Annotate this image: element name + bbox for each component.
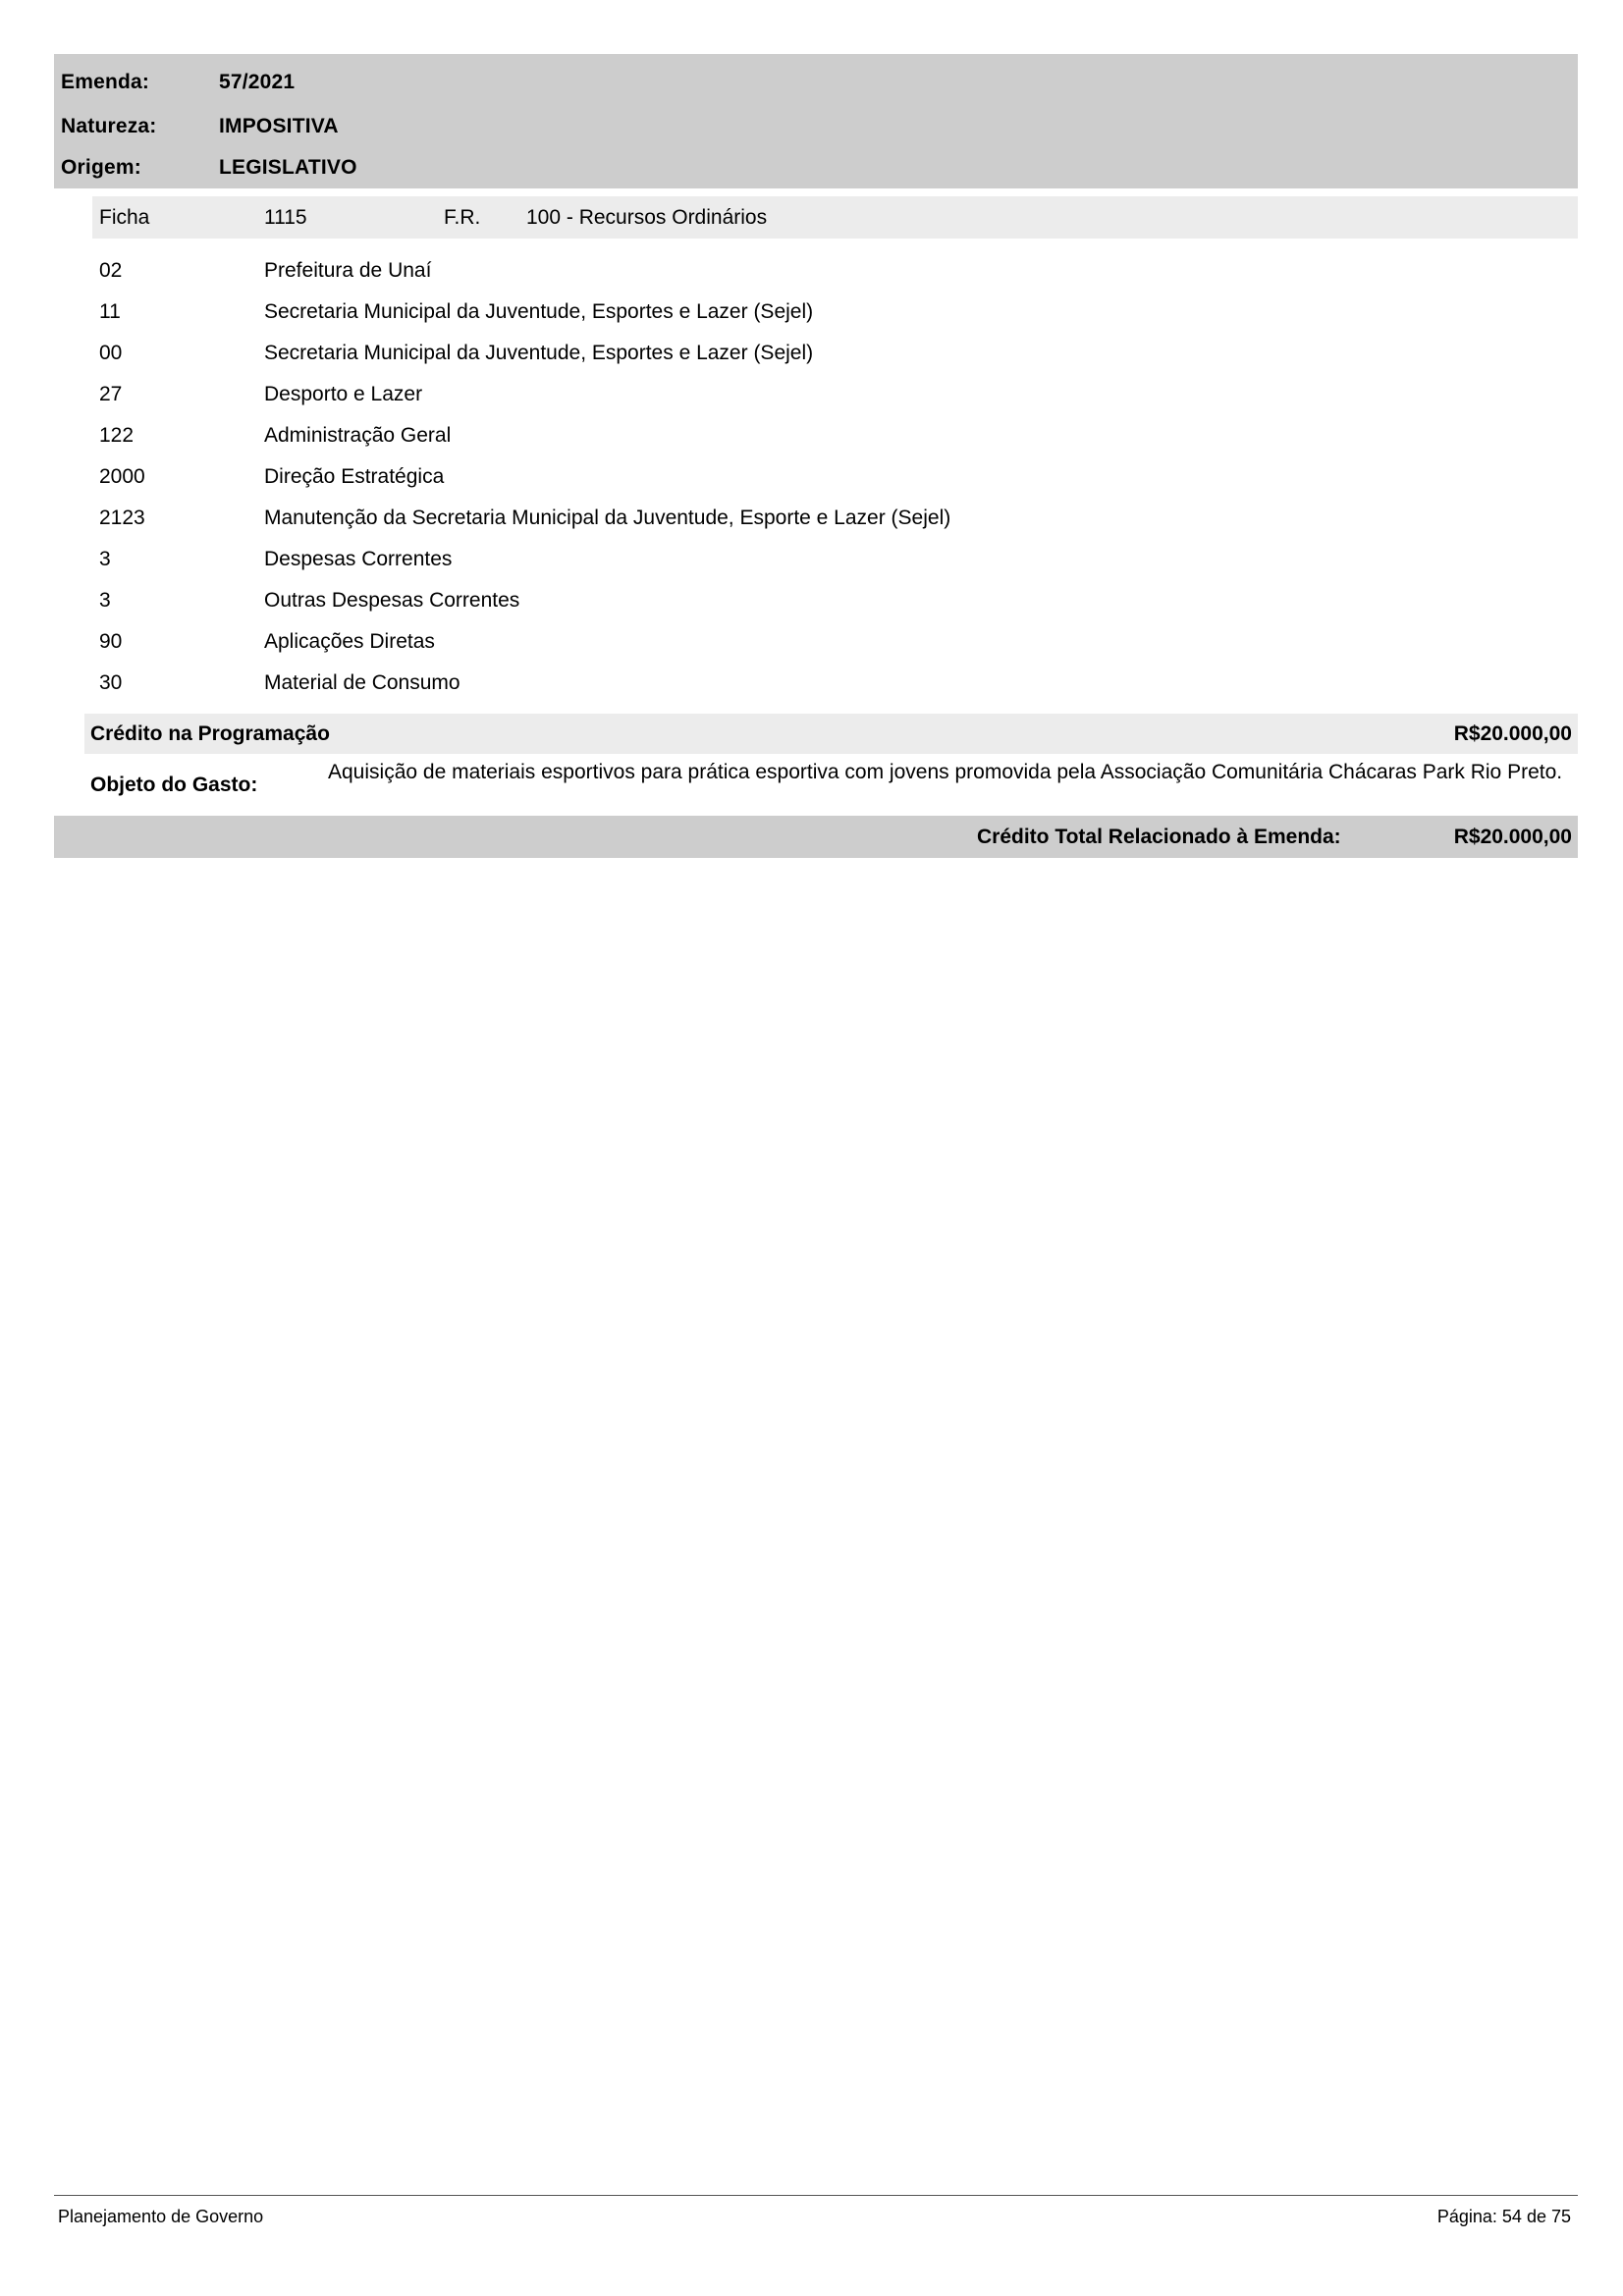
classification-description: Desporto e Lazer bbox=[264, 383, 423, 405]
classification-code: 3 bbox=[99, 548, 111, 570]
classification-code: 02 bbox=[99, 259, 123, 282]
classification-description: Administração Geral bbox=[264, 424, 452, 447]
credito-value: R$20.000,00 bbox=[1453, 722, 1572, 745]
emenda-label: Emenda: bbox=[61, 71, 150, 93]
classification-code: 30 bbox=[99, 671, 123, 694]
footer-divider bbox=[54, 2195, 1578, 2196]
footer-title: Planejamento de Governo bbox=[58, 2207, 264, 2226]
list-item bbox=[99, 545, 1572, 586]
list-item bbox=[99, 297, 1572, 339]
origem-value: LEGISLATIVO bbox=[219, 156, 357, 179]
classification-description: Manutenção da Secretaria Municipal da Juventude, Esporte e Lazer (Sejel) bbox=[264, 507, 951, 529]
classification-description: Material de Consumo bbox=[264, 671, 460, 694]
classification-description: Outras Despesas Correntes bbox=[264, 589, 520, 612]
list-item bbox=[99, 256, 1572, 297]
list-item bbox=[99, 421, 1572, 462]
emenda-header bbox=[54, 54, 1578, 188]
list-item bbox=[99, 380, 1572, 421]
emenda-value: 57/2021 bbox=[219, 71, 296, 93]
ficha-number: 1115 bbox=[264, 206, 307, 229]
list-item bbox=[99, 339, 1572, 380]
total-label: Crédito Total Relacionado à Emenda: bbox=[977, 826, 1341, 848]
classification-description: Secretaria Municipal da Juventude, Esportes e Lazer (Sejel) bbox=[264, 300, 814, 323]
classification-code: 122 bbox=[99, 424, 135, 447]
classification-description: Secretaria Municipal da Juventude, Esportes e Lazer (Sejel) bbox=[264, 342, 814, 364]
classification-list bbox=[99, 256, 1572, 710]
fr-value: 100 - Recursos Ordinários bbox=[526, 206, 768, 229]
classification-code: 00 bbox=[99, 342, 123, 364]
credito-total-bar bbox=[54, 816, 1578, 858]
credito-programacao-bar bbox=[84, 714, 1578, 754]
list-item bbox=[99, 462, 1572, 504]
list-item bbox=[99, 504, 1572, 545]
objeto-value: Aquisição de materiais esportivos para prática esportiva com jovens promovida pela Associação Comunitária Chácaras Park Rio Preto. bbox=[328, 761, 1563, 783]
objeto-label: Objeto do Gasto: bbox=[90, 774, 258, 796]
classification-code: 27 bbox=[99, 383, 123, 405]
ficha-label: Ficha bbox=[99, 206, 150, 229]
classification-code: 2000 bbox=[99, 465, 145, 488]
classification-description: Prefeitura de Unaí bbox=[264, 259, 432, 282]
fr-label: F.R. bbox=[444, 206, 481, 229]
classification-code: 90 bbox=[99, 630, 123, 653]
classification-description: Despesas Correntes bbox=[264, 548, 453, 570]
ficha-bar bbox=[92, 196, 1578, 239]
classification-code: 11 bbox=[99, 300, 121, 323]
classification-code: 3 bbox=[99, 589, 111, 612]
natureza-value: IMPOSITIVA bbox=[219, 115, 339, 137]
classification-code: 2123 bbox=[99, 507, 145, 529]
credito-label: Crédito na Programação bbox=[90, 722, 330, 745]
origem-label: Origem: bbox=[61, 156, 141, 179]
page-number: Página: 54 de 75 bbox=[1436, 2207, 1571, 2226]
list-item bbox=[99, 668, 1572, 710]
list-item bbox=[99, 586, 1572, 627]
total-value: R$20.000,00 bbox=[1453, 826, 1572, 848]
classification-description: Direção Estratégica bbox=[264, 465, 445, 488]
list-item bbox=[99, 627, 1572, 668]
natureza-label: Natureza: bbox=[61, 115, 157, 137]
objeto-do-gasto bbox=[84, 758, 1578, 815]
classification-description: Aplicações Diretas bbox=[264, 630, 435, 653]
